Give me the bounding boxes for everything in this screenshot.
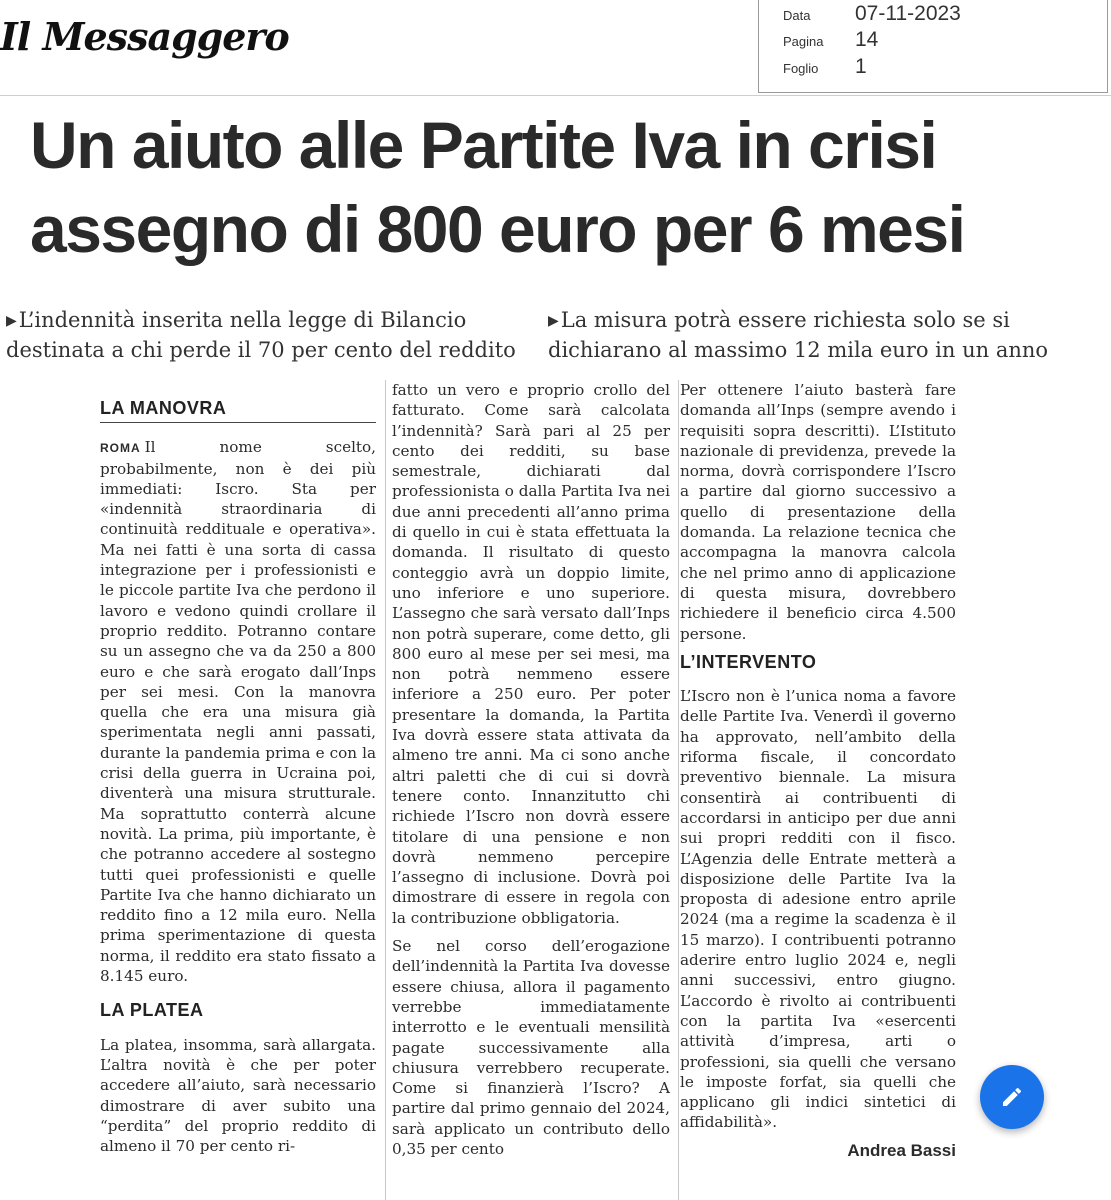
edit-fab-button[interactable] [980, 1065, 1044, 1129]
meta-value: 14 [855, 28, 879, 51]
arrow-icon: ▶ [548, 313, 559, 329]
dateline-city: ROMA [100, 441, 141, 456]
paragraph: La platea, insomma, sarà allargata. L’altra novità è che per poter accedere all’aiuto, sarà necessario dimostrare di aver subito una “perdita” del proprio reddito di almeno il 70 per cento ri- [100, 1035, 376, 1156]
pencil-icon [1000, 1085, 1024, 1109]
meta-value: 1 [855, 55, 867, 78]
meta-row-date [783, 2, 1103, 26]
paragraph: Se nel corso dell’erogazione dell’indennità la Partita Iva dovesse essere chiusa, allora il pagamento verrebbe immediatamente interrotto e le eventuali mensilità pagate successivamente alla chiusura verrebbero recuperate. Come si finanzierà l’Iscro? A partire dal primo gennaio del 2024, sarà applicato un contributo dello 0,35 per cento [392, 937, 670, 1158]
clipping-meta-box [758, 0, 1108, 93]
subhead-right [548, 306, 1076, 365]
meta-value: 07-11-2023 [855, 2, 961, 25]
section-heading-intervento: L’INTERVENTO [680, 651, 817, 672]
masthead [0, 0, 1111, 96]
headline-line-1: Un aiuto alle Partite Iva in crisi [30, 108, 937, 182]
paragraph: fatto un vero e proprio crollo del fatturato. Come sarà calcolata l’indennità? Sarà pari al 25 per cento dei redditi, su base semestrale, dichiarati dal professionista o dalla Partita Iva nei due anni precedenti all’anno prima di quello in cui è stata effettuata la domanda. Il risultato di questo conteggio avrà un doppio limite, uno inferiore e uno superiore. L’assegno che sarà versato dall’Inps non potrà superare, come detto, gli 800 euro al mese per sei mesi, ma non potrà nemmeno essere inferiore a 250 euro. Per poter presentare la domanda, la Partita Iva dovrà essere stata attivata da almeno tre anni. Ma ci sono anche altri paletti che di cui si dovrà tenere conto. Innanzitutto chi richiede l’Iscro non dovrà essere titolare di una pensione e non dovrà nemmeno percepire l’assegno di inclusione. Dovrà poi dimostrare di essere in regola con la contribuzione obbligatoria. [392, 381, 670, 927]
subhead-right-text: La misura potrà essere richiesta solo se si dichiarano al massimo 12 mila euro in un anno [548, 308, 1049, 362]
headline-line-2: assegno di 800 euro per 6 mesi [30, 192, 965, 266]
section-heading-manovra: LA MANOVRA [100, 380, 376, 423]
meta-label: Foglio [783, 61, 819, 76]
section-heading-platea: LA PLATEA [100, 1000, 204, 1021]
meta-row-sheet [783, 55, 1103, 79]
meta-label: Data [783, 8, 811, 23]
newspaper-logo: Il Messaggero [0, 14, 289, 59]
paragraph [100, 437, 376, 986]
column-divider [678, 380, 679, 1200]
arrow-icon: ▶ [6, 313, 17, 329]
article-column-1 [100, 380, 376, 1164]
paragraph: L’Iscro non è l’unica noma a favore delle Partite Iva. Venerdì il governo ha approvato, nell’ambito della riforma fiscale, il concordato preventivo biennale. La misura consentirà ai contribuenti di accordarsi in anticipo per due anni sui propri redditi con il fisco. L’Agenzia delle Entrate metterà a disposizione delle Partite Iva la proposta di adesione entro aprile 2024 (ma a regime la scadenza è il 15 marzo). I contribuenti potranno aderire entro luglio 2024 e, negli anni successivi, entro giugno. L’accordo è rivolto ai contribuenti con la partita Iva «esercenti attività d’impresa, arti o professioni, sia quelli che versano le imposte forfat, sia quelli che applicano gli indici sintetici di affidabilità». [680, 687, 956, 1132]
paragraph-text: Il nome scelto, probabilmente, non è dei più immediati: Iscro. Sta per «indennità straordinaria di continuità reddituale e operativa». Ma nei fatti è una sorta di cassa integrazione per i professionisti e le piccole partite Iva che perdono il lavoro e vedono quindi crollare il proprio reddito. Potranno contare su un assegno che va da 250 a 800 euro e che sarà erogato dall’Inps per sei mesi. Con la manovra quella che era una misura già sperimentata negli anni passati, durante la pandemia prima e con la crisi della guerra in Ucraina poi, diventerà una misura strutturale. Ma soprattutto conterrà alcune novità. La prima, più importante, è che potranno accedere al sostegno tutti quei professionisti e quelle Partite Iva che hanno dichiarato un reddito fino a 12 mila euro. Nella prima sperimentazione di questa norma, il reddito era stato fissato a 8.145 euro. [100, 438, 376, 986]
article-column-2 [392, 380, 670, 1167]
column-divider [385, 380, 386, 1200]
meta-row-page [783, 28, 1103, 52]
paragraph: Per ottenere l’aiuto basterà fare domanda all’Inps (sempre avendo i requisiti sopra descritti). L’Istituto nazionale di previdenza, prevede la norma, dovrà corrispondere l’Iscro a partire dal giorno successivo a quello di presentazione della domanda. La relazione tecnica che accompagna la manovra calcola che nel primo anno di applicazione di questa misura, dovrebbero richiedere il beneficio circa 4.500 persone. [680, 381, 956, 643]
article-column-3 [680, 380, 956, 1161]
meta-label: Pagina [783, 34, 824, 49]
headline [30, 103, 1090, 271]
subhead-left [6, 306, 526, 365]
subhead-left-text: L’indennità inserita nella legge di Bilancio destinata a chi perde il 70 per cento del reddito [6, 308, 516, 362]
byline: Andrea Bassi [847, 1140, 956, 1160]
